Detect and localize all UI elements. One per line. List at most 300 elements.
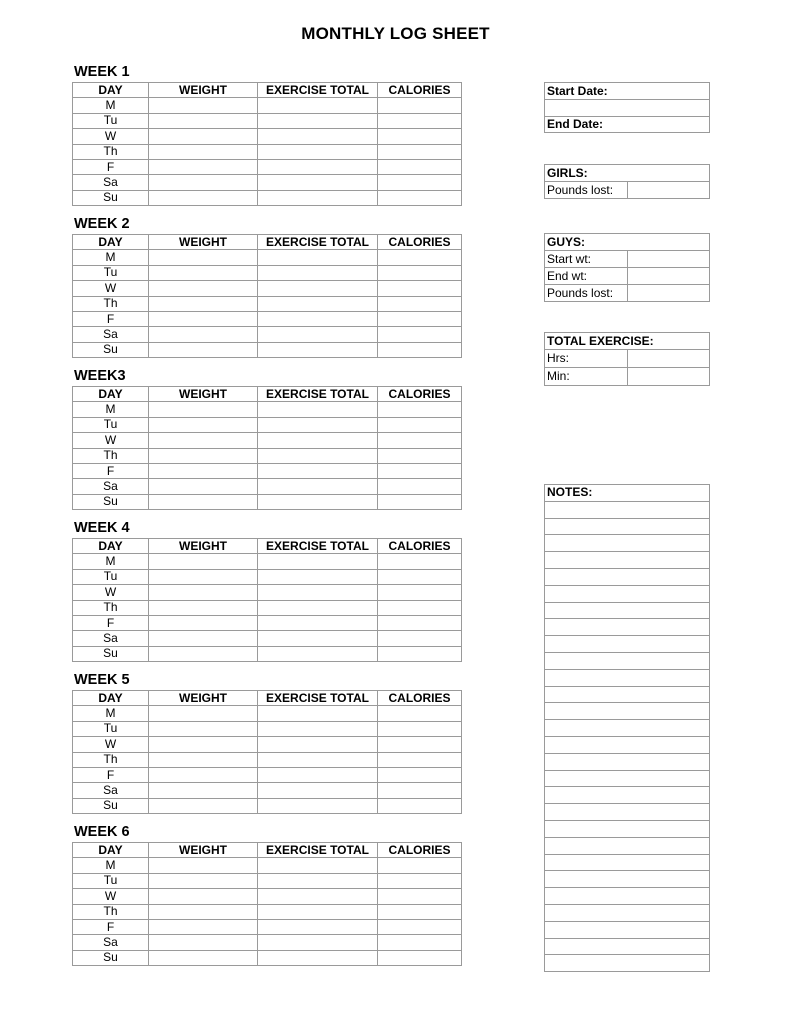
calories-cell[interactable] xyxy=(378,433,462,448)
calories-cell[interactable] xyxy=(378,479,462,494)
calories-cell[interactable] xyxy=(378,494,462,509)
calories-cell[interactable] xyxy=(378,129,462,144)
table-row xyxy=(73,767,462,782)
table-row xyxy=(73,737,462,752)
exercise-total-cell[interactable] xyxy=(258,767,378,782)
exercise-total-cell[interactable] xyxy=(258,463,378,478)
weight-cell[interactable] xyxy=(149,144,258,159)
total-exercise-hrs-field[interactable] xyxy=(627,350,710,368)
column-header-exercise-total: EXERCISE TOTAL xyxy=(258,843,378,858)
calories-cell[interactable] xyxy=(378,889,462,904)
exercise-total-cell[interactable] xyxy=(258,631,378,646)
weight-cell[interactable] xyxy=(149,858,258,873)
calories-cell[interactable] xyxy=(378,463,462,478)
exercise-total-cell[interactable] xyxy=(258,873,378,888)
day-label: Tu xyxy=(73,265,149,280)
notes-line[interactable] xyxy=(545,820,710,837)
calories-cell[interactable] xyxy=(378,265,462,280)
column-header-calories: CALORIES xyxy=(378,83,462,98)
weight-cell[interactable] xyxy=(149,159,258,174)
exercise-total-cell[interactable] xyxy=(258,311,378,326)
exercise-total-cell[interactable] xyxy=(258,250,378,265)
notes-row xyxy=(545,501,710,518)
column-header-weight: WEIGHT xyxy=(149,83,258,98)
table-row xyxy=(73,585,462,600)
weight-cell[interactable] xyxy=(149,706,258,721)
notes-line[interactable] xyxy=(545,804,710,821)
table-row xyxy=(73,417,462,432)
guys-start-wt-field[interactable] xyxy=(627,251,710,268)
notes-row xyxy=(545,770,710,787)
calories-cell[interactable] xyxy=(378,159,462,174)
weight-cell[interactable] xyxy=(149,98,258,113)
calories-cell[interactable] xyxy=(378,600,462,615)
date-box xyxy=(544,82,710,133)
exercise-total-cell[interactable] xyxy=(258,144,378,159)
weight-cell[interactable] xyxy=(149,585,258,600)
exercise-total-cell[interactable] xyxy=(258,585,378,600)
table-row xyxy=(73,600,462,615)
notes-line[interactable] xyxy=(545,888,710,905)
exercise-total-cell[interactable] xyxy=(258,402,378,417)
notes-line[interactable] xyxy=(545,837,710,854)
column-header-weight: WEIGHT xyxy=(149,539,258,554)
weight-cell[interactable] xyxy=(149,281,258,296)
calories-cell[interactable] xyxy=(378,919,462,934)
column-header-weight: WEIGHT xyxy=(149,387,258,402)
day-label: Sa xyxy=(73,175,149,190)
week-table-header xyxy=(73,843,462,858)
week-table xyxy=(72,82,462,206)
day-label: Su xyxy=(73,342,149,357)
week-table xyxy=(72,386,462,510)
table-row xyxy=(73,129,462,144)
day-label: M xyxy=(73,706,149,721)
girls-box xyxy=(544,164,710,199)
weight-cell[interactable] xyxy=(149,265,258,280)
calories-cell[interactable] xyxy=(378,858,462,873)
week-table-header xyxy=(73,387,462,402)
table-row xyxy=(73,433,462,448)
guys-end-wt-field[interactable] xyxy=(627,268,710,285)
day-label: F xyxy=(73,159,149,174)
calories-cell[interactable] xyxy=(378,950,462,965)
day-label: W xyxy=(73,129,149,144)
table-row xyxy=(73,706,462,721)
weight-cell[interactable] xyxy=(149,190,258,205)
weight-cell[interactable] xyxy=(149,250,258,265)
column-header-calories: CALORIES xyxy=(378,387,462,402)
day-label: Sa xyxy=(73,479,149,494)
calories-cell[interactable] xyxy=(378,737,462,752)
exercise-total-cell[interactable] xyxy=(258,889,378,904)
notes-row xyxy=(545,854,710,871)
notes-line[interactable] xyxy=(545,720,710,737)
notes-line[interactable] xyxy=(545,652,710,669)
day-label: M xyxy=(73,98,149,113)
exercise-total-cell[interactable] xyxy=(258,935,378,950)
calories-cell[interactable] xyxy=(378,190,462,205)
table-row xyxy=(73,311,462,326)
column-header-exercise-total: EXERCISE TOTAL xyxy=(258,235,378,250)
column-header-day: DAY xyxy=(73,387,149,402)
notes-line[interactable] xyxy=(545,602,710,619)
exercise-total-cell[interactable] xyxy=(258,342,378,357)
weight-cell[interactable] xyxy=(149,569,258,584)
notes-row xyxy=(545,904,710,921)
day-label: Su xyxy=(73,950,149,965)
week-heading: WEEK3 xyxy=(74,368,126,384)
calories-cell[interactable] xyxy=(378,98,462,113)
day-label: Su xyxy=(73,190,149,205)
notes-line[interactable] xyxy=(545,921,710,938)
calories-cell[interactable] xyxy=(378,417,462,432)
week-heading: WEEK 4 xyxy=(74,520,130,536)
day-label: F xyxy=(73,919,149,934)
weight-cell[interactable] xyxy=(149,311,258,326)
notes-line[interactable] xyxy=(545,753,710,770)
table-row xyxy=(73,494,462,509)
day-label: Sa xyxy=(73,327,149,342)
exercise-total-cell[interactable] xyxy=(258,417,378,432)
weight-cell[interactable] xyxy=(149,433,258,448)
table-row xyxy=(73,296,462,311)
day-label: M xyxy=(73,858,149,873)
weight-cell[interactable] xyxy=(149,479,258,494)
weight-cell[interactable] xyxy=(149,737,258,752)
exercise-total-cell[interactable] xyxy=(258,600,378,615)
notes-line[interactable] xyxy=(545,736,710,753)
exercise-total-cell[interactable] xyxy=(258,783,378,798)
week-table-header xyxy=(73,539,462,554)
calories-cell[interactable] xyxy=(378,615,462,630)
exercise-total-cell[interactable] xyxy=(258,737,378,752)
notes-line[interactable] xyxy=(545,585,710,602)
weight-cell[interactable] xyxy=(149,873,258,888)
guys-end-wt-label: End wt: xyxy=(545,268,628,285)
calories-cell[interactable] xyxy=(378,798,462,813)
weight-cell[interactable] xyxy=(149,950,258,965)
week-table-header xyxy=(73,83,462,98)
notes-line[interactable] xyxy=(545,686,710,703)
exercise-total-cell[interactable] xyxy=(258,721,378,736)
day-label: M xyxy=(73,554,149,569)
day-label: Th xyxy=(73,296,149,311)
notes-line[interactable] xyxy=(545,955,710,972)
notes-row xyxy=(545,703,710,720)
calories-cell[interactable] xyxy=(378,631,462,646)
girls-heading: GIRLS: xyxy=(545,165,710,182)
total-exercise-min-label: Min: xyxy=(545,368,628,386)
calories-cell[interactable] xyxy=(378,342,462,357)
table-row xyxy=(73,463,462,478)
calories-cell[interactable] xyxy=(378,327,462,342)
notes-row xyxy=(545,955,710,972)
calories-cell[interactable] xyxy=(378,706,462,721)
weight-cell[interactable] xyxy=(149,919,258,934)
weight-cell[interactable] xyxy=(149,417,258,432)
notes-row xyxy=(545,568,710,585)
day-label: Tu xyxy=(73,873,149,888)
exercise-total-cell[interactable] xyxy=(258,706,378,721)
column-header-exercise-total: EXERCISE TOTAL xyxy=(258,539,378,554)
notes-heading: NOTES: xyxy=(545,485,710,502)
day-label: W xyxy=(73,281,149,296)
calories-cell[interactable] xyxy=(378,448,462,463)
notes-row xyxy=(545,652,710,669)
column-header-calories: CALORIES xyxy=(378,235,462,250)
calories-cell[interactable] xyxy=(378,402,462,417)
calories-cell[interactable] xyxy=(378,311,462,326)
exercise-total-cell[interactable] xyxy=(258,190,378,205)
day-label: Th xyxy=(73,144,149,159)
weight-cell[interactable] xyxy=(149,798,258,813)
exercise-total-cell[interactable] xyxy=(258,646,378,661)
week-table xyxy=(72,234,462,358)
calories-cell[interactable] xyxy=(378,296,462,311)
weight-cell[interactable] xyxy=(149,296,258,311)
weight-cell[interactable] xyxy=(149,113,258,128)
table-row xyxy=(73,190,462,205)
table-row xyxy=(73,858,462,873)
guys-start-wt-label: Start wt: xyxy=(545,251,628,268)
day-label: F xyxy=(73,767,149,782)
week-table xyxy=(72,842,462,966)
calories-cell[interactable] xyxy=(378,554,462,569)
guys-pounds-lost-label: Pounds lost: xyxy=(545,285,628,302)
weight-cell[interactable] xyxy=(149,752,258,767)
total-exercise-heading: TOTAL EXERCISE: xyxy=(545,333,710,350)
week-table-header xyxy=(73,235,462,250)
notes-row xyxy=(545,535,710,552)
exercise-total-cell[interactable] xyxy=(258,494,378,509)
exercise-total-cell[interactable] xyxy=(258,615,378,630)
calories-cell[interactable] xyxy=(378,281,462,296)
weight-cell[interactable] xyxy=(149,129,258,144)
column-header-calories: CALORIES xyxy=(378,539,462,554)
weight-cell[interactable] xyxy=(149,402,258,417)
calories-cell[interactable] xyxy=(378,585,462,600)
notes-line[interactable] xyxy=(545,535,710,552)
column-header-day: DAY xyxy=(73,83,149,98)
exercise-total-cell[interactable] xyxy=(258,752,378,767)
notes-line[interactable] xyxy=(545,871,710,888)
day-label: Sa xyxy=(73,631,149,646)
day-label: Th xyxy=(73,752,149,767)
total-exercise-hrs-label: Hrs: xyxy=(545,350,628,368)
exercise-total-cell[interactable] xyxy=(258,265,378,280)
table-row xyxy=(73,159,462,174)
column-header-weight: WEIGHT xyxy=(149,691,258,706)
table-row xyxy=(73,569,462,584)
weight-cell[interactable] xyxy=(149,327,258,342)
column-header-day: DAY xyxy=(73,691,149,706)
table-row xyxy=(73,721,462,736)
table-row xyxy=(73,631,462,646)
guys-heading: GUYS: xyxy=(545,234,710,251)
weight-cell[interactable] xyxy=(149,646,258,661)
weight-cell[interactable] xyxy=(149,448,258,463)
notes-line[interactable] xyxy=(545,770,710,787)
week-heading: WEEK 2 xyxy=(74,216,130,232)
weight-cell[interactable] xyxy=(149,463,258,478)
weight-cell[interactable] xyxy=(149,631,258,646)
exercise-total-cell[interactable] xyxy=(258,113,378,128)
day-label: Su xyxy=(73,798,149,813)
notes-row xyxy=(545,820,710,837)
end-date-label: End Date: xyxy=(545,117,710,133)
notes-row xyxy=(545,921,710,938)
exercise-total-cell[interactable] xyxy=(258,129,378,144)
weight-cell[interactable] xyxy=(149,554,258,569)
exercise-total-cell[interactable] xyxy=(258,858,378,873)
calories-cell[interactable] xyxy=(378,752,462,767)
table-row xyxy=(73,402,462,417)
table-row xyxy=(73,113,462,128)
notes-line[interactable] xyxy=(545,501,710,518)
column-header-calories: CALORIES xyxy=(378,691,462,706)
notes-line[interactable] xyxy=(545,854,710,871)
table-row xyxy=(73,873,462,888)
notes-box xyxy=(544,484,710,972)
calories-cell[interactable] xyxy=(378,250,462,265)
notes-line[interactable] xyxy=(545,787,710,804)
calories-cell[interactable] xyxy=(378,569,462,584)
exercise-total-cell[interactable] xyxy=(258,904,378,919)
day-label: Tu xyxy=(73,569,149,584)
table-row xyxy=(73,479,462,494)
notes-line[interactable] xyxy=(545,636,710,653)
day-label: Tu xyxy=(73,721,149,736)
weight-cell[interactable] xyxy=(149,783,258,798)
weight-cell[interactable] xyxy=(149,889,258,904)
calories-cell[interactable] xyxy=(378,904,462,919)
notes-line[interactable] xyxy=(545,938,710,955)
table-row xyxy=(73,935,462,950)
exercise-total-cell[interactable] xyxy=(258,554,378,569)
day-label: M xyxy=(73,402,149,417)
day-label: Su xyxy=(73,646,149,661)
table-row xyxy=(73,175,462,190)
table-row xyxy=(73,783,462,798)
exercise-total-cell[interactable] xyxy=(258,98,378,113)
calories-cell[interactable] xyxy=(378,113,462,128)
table-row xyxy=(73,950,462,965)
page-title: MONTHLY LOG SHEET xyxy=(301,24,490,43)
table-row xyxy=(73,904,462,919)
notes-row xyxy=(545,636,710,653)
calories-cell[interactable] xyxy=(378,721,462,736)
exercise-total-cell[interactable] xyxy=(258,448,378,463)
exercise-total-cell[interactable] xyxy=(258,798,378,813)
notes-row xyxy=(545,787,710,804)
weight-cell[interactable] xyxy=(149,175,258,190)
notes-row xyxy=(545,669,710,686)
table-row xyxy=(73,798,462,813)
exercise-total-cell[interactable] xyxy=(258,159,378,174)
weight-cell[interactable] xyxy=(149,904,258,919)
table-row xyxy=(73,250,462,265)
exercise-total-cell[interactable] xyxy=(258,919,378,934)
notes-line[interactable] xyxy=(545,518,710,535)
weight-cell[interactable] xyxy=(149,494,258,509)
calories-cell[interactable] xyxy=(378,935,462,950)
calories-cell[interactable] xyxy=(378,767,462,782)
exercise-total-cell[interactable] xyxy=(258,296,378,311)
notes-line[interactable] xyxy=(545,552,710,569)
column-header-exercise-total: EXERCISE TOTAL xyxy=(258,387,378,402)
exercise-total-cell[interactable] xyxy=(258,433,378,448)
table-row xyxy=(73,919,462,934)
exercise-total-cell[interactable] xyxy=(258,950,378,965)
guys-pounds-lost-field[interactable] xyxy=(627,285,710,302)
column-header-day: DAY xyxy=(73,539,149,554)
calories-cell[interactable] xyxy=(378,873,462,888)
notes-line[interactable] xyxy=(545,568,710,585)
exercise-total-cell[interactable] xyxy=(258,281,378,296)
day-label: W xyxy=(73,889,149,904)
notes-row xyxy=(545,686,710,703)
girls-pounds-lost-field[interactable] xyxy=(627,182,710,199)
day-label: Su xyxy=(73,494,149,509)
column-header-weight: WEIGHT xyxy=(149,843,258,858)
calories-cell[interactable] xyxy=(378,646,462,661)
weight-cell[interactable] xyxy=(149,600,258,615)
weight-cell[interactable] xyxy=(149,615,258,630)
column-header-calories: CALORIES xyxy=(378,843,462,858)
notes-row xyxy=(545,837,710,854)
table-row xyxy=(73,448,462,463)
table-row xyxy=(73,98,462,113)
notes-line[interactable] xyxy=(545,619,710,636)
notes-row xyxy=(545,602,710,619)
week-table-header xyxy=(73,691,462,706)
table-row xyxy=(73,327,462,342)
table-row xyxy=(73,144,462,159)
calories-cell[interactable] xyxy=(378,144,462,159)
exercise-total-cell[interactable] xyxy=(258,479,378,494)
table-row xyxy=(73,554,462,569)
table-row xyxy=(73,342,462,357)
total-exercise-box xyxy=(544,332,710,386)
weight-cell[interactable] xyxy=(149,935,258,950)
week-table xyxy=(72,538,462,662)
weight-cell[interactable] xyxy=(149,721,258,736)
total-exercise-min-field[interactable] xyxy=(627,368,710,386)
week-table xyxy=(72,690,462,814)
column-header-weight: WEIGHT xyxy=(149,235,258,250)
guys-box xyxy=(544,233,710,302)
exercise-total-cell[interactable] xyxy=(258,569,378,584)
notes-row xyxy=(545,888,710,905)
day-label: W xyxy=(73,737,149,752)
calories-cell[interactable] xyxy=(378,783,462,798)
weight-cell[interactable] xyxy=(149,342,258,357)
day-label: Sa xyxy=(73,783,149,798)
notes-line[interactable] xyxy=(545,669,710,686)
exercise-total-cell[interactable] xyxy=(258,175,378,190)
notes-row xyxy=(545,871,710,888)
day-label: Tu xyxy=(73,417,149,432)
exercise-total-cell[interactable] xyxy=(258,327,378,342)
notes-line[interactable] xyxy=(545,703,710,720)
table-row xyxy=(73,281,462,296)
column-header-exercise-total: EXERCISE TOTAL xyxy=(258,691,378,706)
notes-line[interactable] xyxy=(545,904,710,921)
start-date-field[interactable] xyxy=(545,100,710,117)
calories-cell[interactable] xyxy=(378,175,462,190)
weight-cell[interactable] xyxy=(149,767,258,782)
